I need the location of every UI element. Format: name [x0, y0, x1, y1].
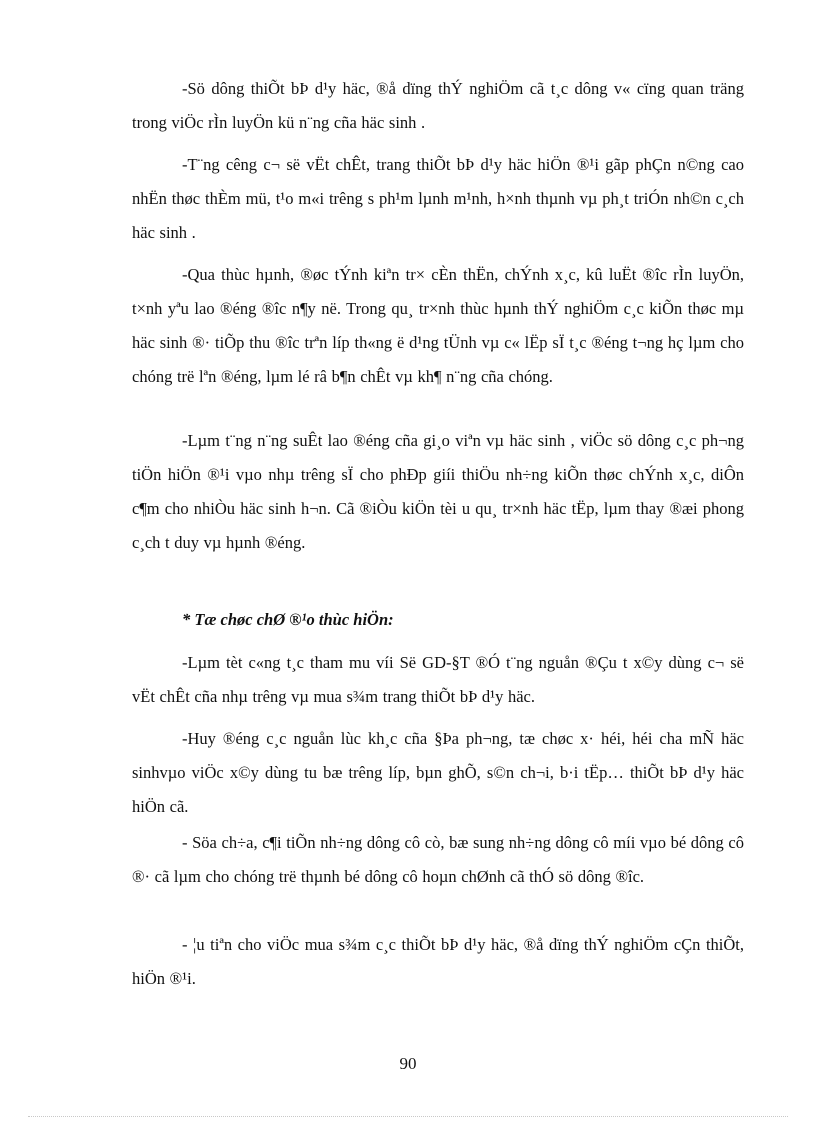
paragraph-modern-facilities: -T¨ng cêng c¬ së vËt chÊt, trang thiÕt bÞ d¹y häc hiÖn ®¹i gãp phÇn n©ng cao nhËn thøc thÈm mü, t¹o m«i trêng s ph¹m lµnh m¹nh, h×nh thµnh vµ ph¸t triÓn nh©n c¸ch häc sinh .: [132, 155, 744, 242]
paragraph-advisory-work: -Lµm tèt c«ng t¸c tham mu víi Së GD-§T ®Ó t¨ng nguån ®Çu t x©y dùng c¬ së vËt chÊt cña nhµ trêng vµ mua s¾m trang thiÕt bÞ d¹y häc.: [132, 653, 744, 706]
page-number: 90: [399, 1054, 417, 1073]
section-heading: * Tæ chøc chØ ®¹o thùc hiÖn:: [182, 610, 394, 629]
paragraph-equipment-importance: -Sö dông thiÕt bÞ d¹y häc, ®å dïng thÝ nghiÖm cã t¸c dông v« cïng quan träng trong viÖc rÌn luyÖn kü n¨ng cña häc sinh .: [132, 79, 744, 132]
paragraph-practice-skills: -Qua thùc hµnh, ®øc tÝnh kiªn tr× cÈn thËn, chÝnh x¸c, kû luËt ®îc rÌn luyÖn, t×nh yªu lao ®éng ®îc n¶y në. Trong qu¸ tr×nh thùc hµnh thÝ nghiÖm c¸c kiÕn thøc mµ häc sinh ®· tiÕp thu ®îc trªn líp th«ng ë d¹ng tÜnh vµ c« lËp sÏ t¸c ®éng t¬ng hç lµm cho chóng trë lªn ®éng, lµm lé râ b¶n chÊt vµ kh¶ n¨ng cña chóng.: [132, 265, 744, 386]
paragraph-productivity: -Lµm t¨ng n¨ng suÊt lao ®éng cña gi¸o viªn vµ häc sinh , viÖc sö dông c¸c ph¬ng tiÖn hiÖn ®¹i vµo nhµ trêng sÏ cho phÐp giíi thiÖu nh÷ng kiÕn thøc chÝnh x¸c, diÔn c¶m cho nhiÒu häc sinh h¬n. Cã ®iÒu kiÖn tèi u qu¸ tr×nh häc tËp, lµm thay ®æi phong c¸ch t duy vµ hµnh ®éng.: [132, 431, 744, 552]
bottom-divider: [28, 1116, 788, 1117]
paragraph-repair-tools: - Söa ch÷a, c¶i tiÕn nh÷ng dông cô cò, bæ sung nh÷ng dông cô míi vµo bé dông cô ®· cã lµm cho chóng trë thµnh bé dông cô hoµn chØnh cã thÓ sö dông ®îc.: [132, 833, 744, 886]
paragraph-priority-purchase: - ¦u tiªn cho viÖc mua s¾m c¸c thiÕt bÞ d¹y häc, ®å dïng thÝ nghiÖm cÇn thiÕt, hiÖn ®¹i.: [132, 935, 744, 988]
paragraph-mobilize-resources: -Huy ®éng c¸c nguån lùc kh¸c cña §Þa ph¬ng, tæ chøc x· héi, héi cha mÑ häc sinhvµo viÖc x©y dùng tu bæ trêng líp, bµn ghÕ, s©n ch¬i, b·i tËp… thiÕt bÞ d¹y häc hiÖn cã.: [132, 729, 744, 816]
